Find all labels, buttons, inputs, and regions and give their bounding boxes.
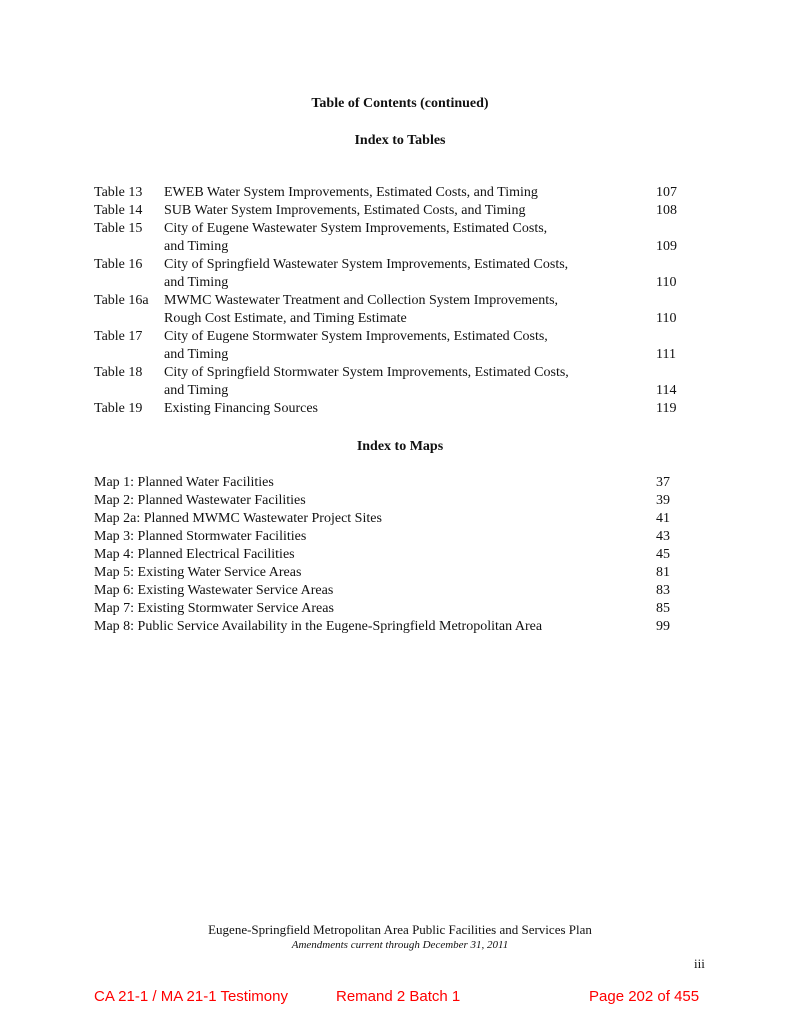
footer-plan-title: Eugene-Springfield Metropolitan Area Public Facilities and Services Plan [208,922,592,937]
table-entry-label: Table 18 [94,365,143,380]
map-entry-page: 45 [656,547,670,562]
table-entry-description: Rough Cost Estimate, and Timing Estimate [164,311,407,326]
table-entry-label: Table 16 [94,257,143,272]
table-entry-description: and Timing [164,275,229,290]
tables-index-heading: Index to Tables [354,133,446,148]
table-entry-description: and Timing [164,383,229,398]
map-entry-description: Map 1: Planned Water Facilities [94,475,274,490]
map-entry-page: 43 [656,529,670,544]
table-entry-page: 111 [656,347,676,362]
map-entry-description: Map 4: Planned Electrical Facilities [94,547,295,562]
table-entry-page: 114 [656,383,677,398]
map-entry-description: Map 2: Planned Wastewater Facilities [94,493,306,508]
table-entry-description: and Timing [164,239,229,254]
maps-index-heading: Index to Maps [356,439,444,454]
table-entry-page: 108 [656,203,677,218]
map-entry-page: 83 [656,583,670,598]
table-entry-description: City of Eugene Wastewater System Improvements, Estimated Costs, [164,221,548,236]
table-entry-page: 109 [656,239,677,254]
map-entry-description: Map 6: Existing Wastewater Service Areas [94,583,334,598]
table-entry-description: and Timing [164,347,229,362]
table-entry-label: Table 17 [94,329,143,344]
footer-amendments-note: Amendments current through December 31, 2011 [291,939,509,951]
table-entry-page: 110 [656,275,677,290]
map-entry-description: Map 7: Existing Stormwater Service Areas [94,601,334,616]
map-entry-description: Map 5: Existing Water Service Areas [94,565,302,580]
map-entry-description: Map 8: Public Service Availability in the Eugene-Springfield Metropolitan Area [94,619,543,634]
map-entry-page: 99 [656,619,670,634]
table-entry-label: Table 16a [94,293,149,308]
testimony-stamp: CA 21-1 / MA 21-1 Testimony [94,988,288,1005]
table-entry-page: 110 [656,311,677,326]
page-number: iii [694,956,705,971]
map-entry-page: 41 [656,511,670,526]
table-entry-label: Table 14 [94,203,143,218]
table-entry-description: EWEB Water System Improvements, Estimated Costs, and Timing [164,185,538,200]
table-entry-description: MWMC Wastewater Treatment and Collection System Improvements, [164,293,559,308]
table-entry-description: City of Springfield Wastewater System Improvements, Estimated Costs, [164,257,569,272]
table-entry-description: City of Springfield Stormwater System Improvements, Estimated Costs, [164,365,569,380]
table-entry-description: SUB Water System Improvements, Estimated Costs, and Timing [164,203,526,218]
table-entry-description: City of Eugene Stormwater System Improvements, Estimated Costs, [164,329,548,344]
table-entry-description: Existing Financing Sources [164,401,318,416]
table-entry-label: Table 15 [94,221,143,236]
table-entry-label: Table 13 [94,185,143,200]
batch-stamp: Remand 2 Batch 1 [336,988,461,1005]
table-entry-page: 107 [656,185,677,200]
map-entry-page: 37 [656,475,670,490]
map-entry-page: 39 [656,493,670,508]
page-count-stamp: Page 202 of 455 [589,988,700,1005]
map-entry-page: 85 [656,601,670,616]
map-entry-description: Map 2a: Planned MWMC Wastewater Project Sites [94,511,382,526]
map-entry-description: Map 3: Planned Stormwater Facilities [94,529,307,544]
map-entry-page: 81 [656,565,670,580]
toc-title: Table of Contents (continued) [311,96,489,111]
table-entry-label: Table 19 [94,401,143,416]
table-entry-page: 119 [656,401,677,416]
